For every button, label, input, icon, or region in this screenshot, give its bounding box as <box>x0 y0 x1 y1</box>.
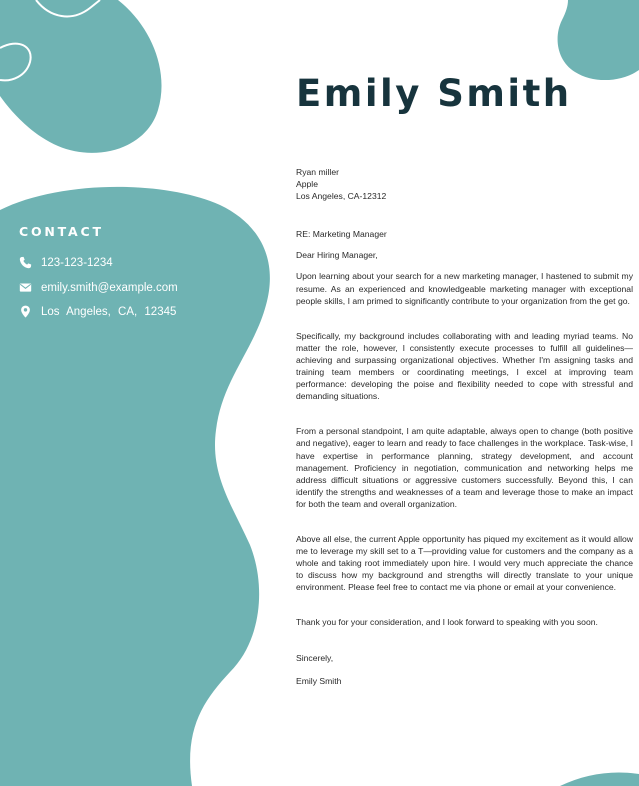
paragraph-2: Specifically, my background includes collaborating with and leading myriad teams. No matter the role, however, I consistently execute processes to fulfill all guidelines—achieving and surpassing organizational objectives. Whether I'm assigning tasks and training team members or coordinating meetings, I excel at improving team performance: developing the poise and flexibility needed to cope with stressful and demanding situations. <box>296 330 633 402</box>
contact-address: Los Angeles, CA, 12345 <box>41 305 177 318</box>
top-left-blob <box>0 0 162 153</box>
salutation: Dear Hiring Manager, <box>296 250 378 261</box>
envelope-icon <box>19 281 32 294</box>
contact-email[interactable]: emily.smith@example.com <box>41 281 178 294</box>
map-pin-icon <box>19 305 32 318</box>
recipient-location: Los Angeles, CA-12312 <box>296 191 387 202</box>
signer-name: Emily Smith <box>296 675 342 686</box>
applicant-name: Emily Smith <box>296 72 572 115</box>
contact-address-row <box>19 305 176 318</box>
thanks-line: Thank you for your consideration, and I look forward to speaking with you soon. <box>296 617 598 628</box>
phone-icon <box>19 256 32 269</box>
closing: Sincerely, <box>296 652 334 663</box>
recipient-company: Apple <box>296 179 318 190</box>
contact-phone-row <box>19 256 113 269</box>
bottom-right-blob <box>560 773 639 786</box>
paragraph-4: Above all else, the current Apple opportunity has piqued my excitement as it would allow me to leverage my skill set to a T—providing value for customers and the company as a whole and taking root immediately upon hire. I would very much appreciate the chance to discuss how my background and strengths will directly translate to your unique environment. Please feel free to contact me via phone or email at your convenience. <box>296 533 633 593</box>
subject-line: RE: Marketing Manager <box>296 229 387 240</box>
contact-heading: CONTACT <box>19 224 104 239</box>
paragraph-1: Upon learning about your search for a new marketing manager, I hastened to submit my resume. As an experienced and knowledgeable marketing manager with exceptional people skills, I am primed to significantly contribute to your organization from the get go. <box>296 271 633 306</box>
contact-phone[interactable]: 123-123-1234 <box>41 256 113 269</box>
left-side-blob <box>0 187 270 786</box>
top-right-blob <box>558 0 639 80</box>
recipient-name: Ryan miller <box>296 167 339 177</box>
contact-email-row <box>19 281 178 294</box>
letter-body <box>296 166 633 687</box>
paragraph-3: From a personal standpoint, I am quite adaptable, always open to change (both positive and negative), eager to learn and ready to face challenges in the workplace. Task-wise, I have expertise in performance planning, strategy development, and account management. Proficiency in negotiation, communication and networking helps me address difficult situations or aggressive customers successfully. Beyond this, I can identify the strengths and weaknesses of a team and leverage those to make an impact for both the team and overall organization. <box>296 426 633 509</box>
recipient-block <box>296 166 633 202</box>
